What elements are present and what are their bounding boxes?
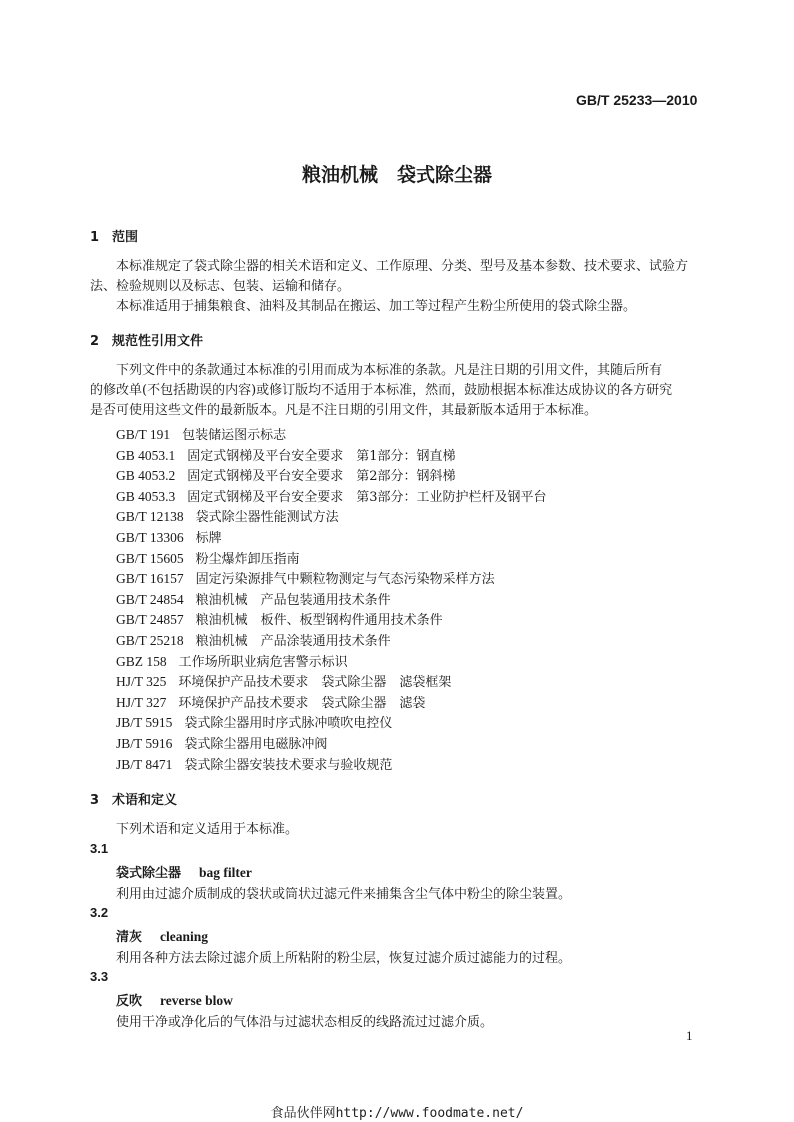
paragraph-line: 本标准适用于捕集粮食、油料及其制品在搬运、加工等过程产生粉尘所使用的袋式除尘器。: [116, 299, 637, 314]
term-heading: [116, 990, 233, 1009]
section-3-heading: [90, 789, 177, 808]
term-definition: 使用干净或净化后的气体沿与过滤状态相反的线路流过过滤介质。: [116, 1015, 494, 1030]
reference-title: 粉尘爆炸卸压指南: [195, 551, 300, 567]
reference-title: 袋式除尘器安装技术要求与验收规范: [184, 757, 393, 773]
term-definition: 利用由过滤介质制成的袋状或筒状过滤元件来捕集含尘气体中粉尘的除尘装置。: [116, 887, 572, 902]
term-english: bag filter: [199, 865, 252, 880]
term-number: 3.2: [90, 905, 109, 920]
reference-title: 袋式除尘器性能测试方法: [195, 510, 339, 526]
paragraph-line: 本标准规定了袋式除尘器的相关术语和定义、工作原理、分类、型号及基本参数、技术要求、试验方: [116, 259, 689, 274]
reference-title: 环境保护产品技术要求 袋式除尘器 滤袋: [178, 695, 426, 711]
section-number: 2: [90, 334, 100, 349]
reference-code: GB/T 15605: [116, 550, 184, 566]
reference-code: GB 4053.1: [116, 447, 176, 463]
reference-title: 粮油机械 产品包装通用技术条件: [195, 592, 391, 608]
reference-title: 工作场所职业病危害警示标识: [178, 654, 348, 670]
reference-title: 固定污染源排气中颗粒物测定与气态污染物采样方法: [195, 572, 495, 588]
reference-item: [116, 445, 456, 464]
reference-title: 固定式钢梯及平台安全要求 第3部分：工业防护栏杆及钢平台: [187, 489, 547, 505]
reference-title: 袋式除尘器用时序式脉冲喷吹电控仪: [184, 716, 393, 732]
term-number: 3.3: [90, 969, 109, 984]
section-2-heading: [90, 330, 203, 349]
paragraph-line: 下列术语和定义适用于本标准。: [116, 822, 299, 837]
reference-code: GB/T 24854: [116, 591, 184, 607]
term-heading: [116, 862, 252, 881]
reference-title: 标牌: [195, 531, 222, 546]
paragraph-line: 法、检验规则以及标志、包装、运输和储存。: [90, 279, 351, 294]
reference-item: [116, 651, 348, 670]
reference-code: JB/T 8471: [116, 756, 173, 772]
reference-code: JB/T 5916: [116, 736, 173, 751]
reference-item: [116, 506, 339, 525]
reference-title: 粮油机械 产品涂装通用技术条件: [195, 634, 391, 649]
reference-code: HJ/T 325: [116, 674, 167, 690]
paragraph-line: 是否可使用这些文件的最新版本。凡是不注日期的引用文件，其最新版本适用于本标准。: [90, 403, 598, 418]
reference-code: GB 4053.3: [116, 488, 176, 504]
term-heading: [116, 926, 208, 945]
reference-title: 粮油机械 板件、板型钢构件通用技术条件: [195, 613, 443, 629]
reference-code: GB/T 25218: [116, 633, 184, 648]
reference-title: 包装储运图示标志: [182, 428, 287, 443]
section-title: 范围: [112, 230, 139, 245]
term-definition: 利用各种方法去除过滤介质上所粘附的粉尘层，恢复过滤介质过滤能力的过程。: [116, 951, 572, 966]
reference-code: GB/T 13306: [116, 530, 184, 545]
reference-title: 固定式钢梯及平台安全要求 第2部分：钢斜梯: [187, 469, 456, 485]
reference-code: GB 4053.2: [116, 468, 176, 484]
reference-item: [116, 671, 451, 690]
page-number: 1: [686, 1028, 693, 1043]
reference-title: 环境保护产品技术要求 袋式除尘器 滤袋框架: [178, 675, 452, 691]
term-chinese: 清灰: [116, 930, 143, 945]
reference-code: GBZ 158: [116, 653, 167, 669]
reference-title: 袋式除尘器用电磁脉冲阀: [184, 737, 328, 752]
reference-item: [116, 754, 392, 773]
reference-item: [116, 548, 300, 567]
section-title: 术语和定义: [112, 793, 178, 808]
section-number: 3: [90, 793, 100, 808]
reference-code: JB/T 5915: [116, 715, 173, 731]
paragraph-line: 的修改单(不包括勘误的内容)或修订版均不适用于本标准，然而，鼓励根据本标准达成协议的各方研究: [90, 383, 673, 398]
reference-item: [116, 712, 392, 731]
reference-item: [116, 486, 547, 505]
section-number: 1: [90, 230, 100, 245]
reference-title: 固定式钢梯及平台安全要求 第1部分：钢直梯: [187, 448, 456, 464]
reference-code: GB/T 191: [116, 427, 171, 442]
reference-item: [116, 733, 327, 752]
footer-watermark: 食品伙伴网http://www.foodmate.net/: [270, 1106, 524, 1121]
reference-item: [116, 465, 456, 484]
reference-item: [116, 630, 391, 649]
reference-item: [116, 527, 222, 546]
reference-item: [116, 424, 286, 443]
term-english: reverse blow: [160, 993, 233, 1008]
term-number: 3.1: [90, 841, 109, 856]
reference-code: GB/T 12138: [116, 509, 184, 525]
paragraph-line: 下列文件中的条款通过本标准的引用而成为本标准的条款。凡是注日期的引用文件，其随后所有: [116, 363, 663, 378]
reference-item: [116, 609, 443, 628]
document-title: 粮油机械 袋式除尘器: [301, 164, 492, 186]
term-chinese: 反吹: [116, 994, 143, 1009]
reference-code: GB/T 16157: [116, 571, 184, 587]
reference-item: [116, 692, 425, 711]
section-title: 规范性引用文件: [112, 334, 204, 349]
term-chinese: 袋式除尘器: [116, 866, 182, 881]
standard-code: GB/T 25233—2010: [576, 92, 698, 108]
reference-item: [116, 589, 391, 608]
reference-item: [116, 568, 495, 587]
reference-code: GB/T 24857: [116, 612, 184, 628]
section-1-heading: [90, 226, 138, 245]
term-english: cleaning: [160, 929, 209, 944]
reference-code: HJ/T 327: [116, 694, 167, 710]
